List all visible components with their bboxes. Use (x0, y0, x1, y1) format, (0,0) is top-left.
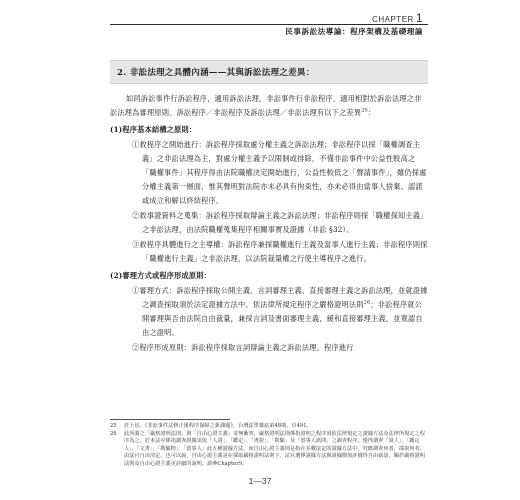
footnote-ref-25[interactable]: 25 (361, 107, 368, 114)
footnote-ref-26[interactable]: 26 (363, 299, 371, 306)
footnote-text: 許士宦，《非訟事件法修正後程序保障之新課題》，台灣法學雜誌第48期，頁491。 (124, 423, 312, 429)
subheading-1: (1)程序基本結構之原則： (110, 125, 197, 134)
list-item-1-3: ③救程序具體進行之主導權：訴訟程序兼採職權進行主義及當事人進行主義；非訟程序則採「職權進行主義」之非訟法理，以法院裁量權之行使主導程序之進行。 (132, 240, 428, 263)
body-text (110, 88, 428, 355)
running-title: 民事訴訟法導論：程序架構及基礎理論 (285, 27, 423, 36)
section-heading-box (110, 60, 428, 84)
subheading-2: (2)審理方式或程序形成原則： (110, 271, 212, 280)
footnote-rule (110, 419, 230, 420)
page-number: 1—37 (248, 476, 272, 486)
footnote-25 (110, 423, 428, 431)
list-item-1-2: ②救事證資料之蒐集：訴訟程序採取辯論主義之訴訟法理；非訟程序則採「職權探知主義」之非訟法理，由法院職權蒐集程序相關事實及證據（非訟 §32）。 (132, 211, 428, 234)
chapter-number: 1 (415, 11, 423, 25)
section-heading: 2. 非訟法理之具體內涵——其與訴訟法理之差異： (117, 68, 315, 78)
intro-paragraph: 如同訴訟事件行訴訟程序，適用訴訟法理，非訟事件行非訟程序，適用相對於訴訟法理之非訟法理為審理原則。訴訟程序／非訟程序及訴訟法理／非訟法理有以下之差異$^{25}$： (110, 94, 422, 117)
footnote-26 (110, 431, 428, 469)
chapter-label (372, 11, 423, 25)
list-item-2-1: ①審理方式：訴訟程序採取公開主義、言詞審理主義、直接審理主義之訴訟法理，並就證據之調查採取須於法定證據方法中、依法律所規定程序之嚴格證明法則$^{26}$；非訟程序就公開審理與否由法院自由裁量，兼採言詞及書面審理主義，緩和直接審理主義，並寬認自由之證明。 (132, 286, 428, 337)
footnotes (110, 423, 428, 469)
footnote-number: 25 (110, 423, 117, 429)
chapter-word: CHAPTER (372, 15, 414, 24)
footnote-text: 此所謂之「嚴格證明法則」與「自由心證主義」並無衝突，嚴格證明法則係指證明之程序須依法律規定之證據方法及法律所規定之程序為之，於本法中係指調查證據須依「人證」、「鑑定」、「書證」、「勘驗」及「當事人訊問」之調查程序，僅得調查「證人」、「鑑定人」、「文書」、「勘驗物」、「當事人」此五種證據方法，而自由心證主義則是指在多數法定的證據方法中，究應調查何者，採取何者，由法官自由決定。也可以說，自由心證主義是在採取嚴格證明法則下，法官選擇證據方法與證據價值評價得自由裁量，關於嚴格證明法則及自由心證主義更詳細的說明，請參Chapter9。 (124, 430, 425, 467)
list-item-2-2: ②程序形成原則：訴訟程序採取言詞辯論主義之訴訟法理，程序進行 (132, 343, 354, 352)
footnote-number: 26 (110, 430, 117, 437)
list-item-1-1: ①救程序之開始進行：訴訟程序採取處分權主義之訴訟法理；非訟程序以採「職權調查主義」之非訟法理為主，對處分權主義予以限制或排除，不僅非訟事件中公益性較高之「職權事件」其程序得由法院職權決定開始進行，公益性較低之「聲請事件」，雖仍採處分權主義第一層面，惟其聲明對法院亦未必具有拘束性，亦未必得由當事人捨棄、認諾或成立和解以終結程序。 (132, 140, 427, 205)
